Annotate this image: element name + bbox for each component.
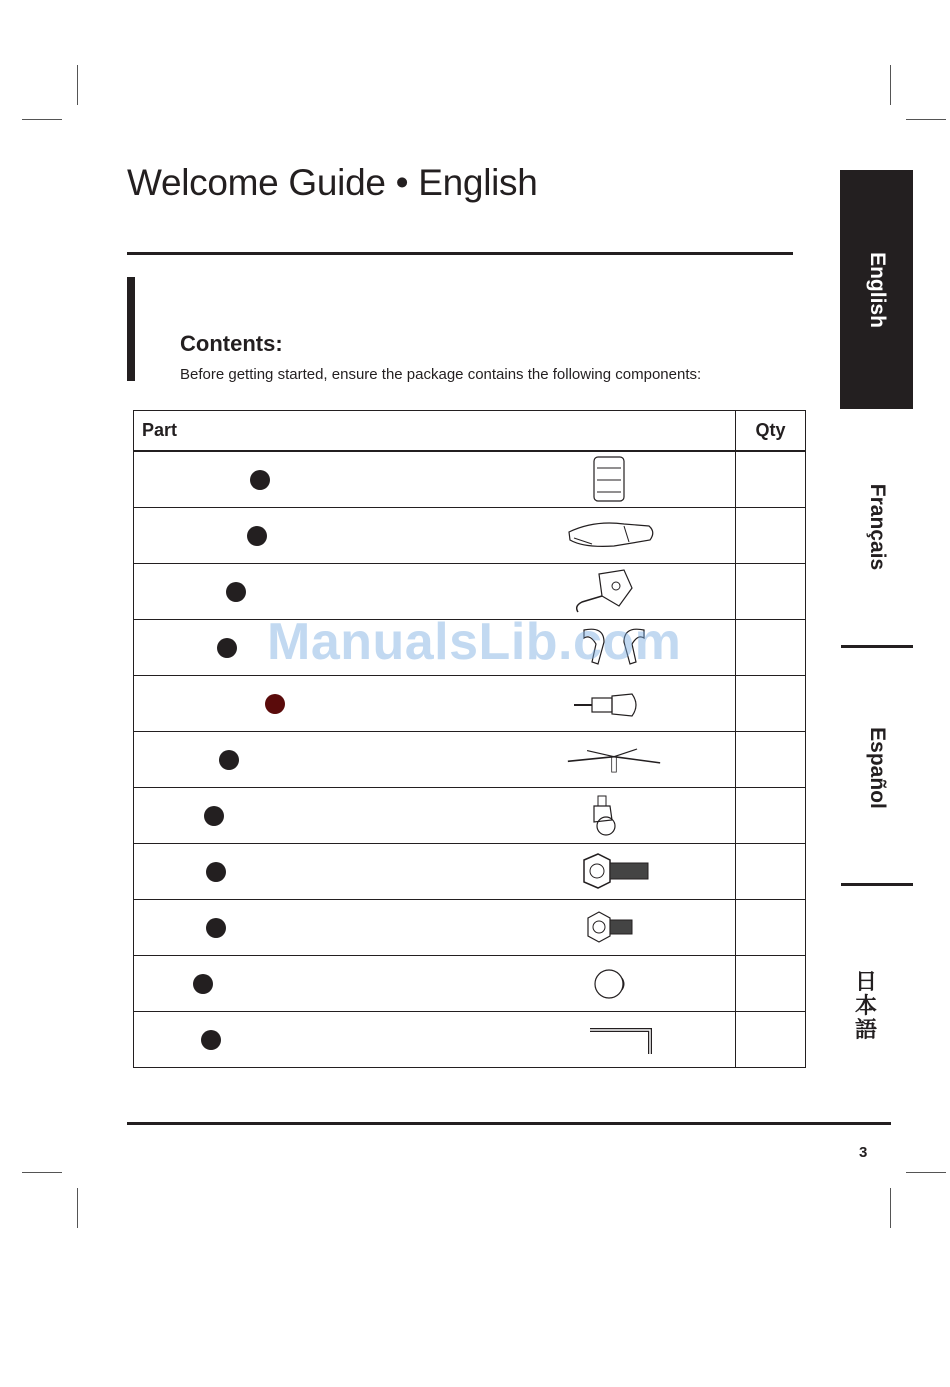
crop-mark (77, 1188, 78, 1228)
qty-cell (736, 676, 806, 732)
star-base-icon (564, 734, 664, 784)
seat-cushion-icon (564, 510, 664, 560)
part-cell (134, 956, 736, 1012)
part-marker (265, 694, 285, 714)
contents-heading: Contents: (180, 331, 283, 356)
long-bolt-icon (564, 846, 664, 896)
crop-mark (77, 65, 78, 105)
column-header-qty: Qty (736, 411, 806, 452)
watermark: ManualsLib.com (267, 613, 682, 671)
part-marker (250, 470, 270, 490)
part-cell (134, 844, 736, 900)
qty-cell (736, 956, 806, 1012)
table-row (134, 1012, 806, 1068)
tab-japanese[interactable]: 日 本 語 (854, 969, 877, 1042)
part-marker (201, 1030, 221, 1050)
crop-mark (906, 119, 946, 120)
part-cell (134, 451, 736, 508)
table-row (134, 676, 806, 732)
part-marker (217, 638, 237, 658)
section-accent-bar (127, 277, 135, 381)
part-marker (226, 582, 246, 602)
part-marker (219, 750, 239, 770)
part-marker (193, 974, 213, 994)
table-row (134, 451, 806, 508)
part-cell (134, 676, 736, 732)
cap-icon (564, 958, 664, 1008)
gas-cylinder-icon (564, 678, 664, 728)
title-divider (127, 252, 793, 255)
table-row (134, 956, 806, 1012)
page-title: Welcome Guide • English (127, 162, 538, 203)
part-marker (247, 526, 267, 546)
caster-wheel-icon (564, 790, 664, 840)
tab-divider (841, 645, 913, 648)
backrest-icon (564, 454, 664, 504)
tab-english-label: English (865, 251, 889, 328)
column-header-part: Part (134, 411, 736, 452)
footer-divider (127, 1122, 891, 1125)
short-bolt-icon (564, 902, 664, 952)
crop-mark (890, 1188, 891, 1228)
table-row (134, 508, 806, 564)
part-cell (134, 900, 736, 956)
allen-key-icon (564, 1014, 664, 1064)
tab-espanol[interactable] (840, 660, 913, 875)
qty-cell (736, 900, 806, 956)
qty-cell (736, 564, 806, 620)
table-row (134, 844, 806, 900)
qty-cell (736, 508, 806, 564)
part-cell (134, 508, 736, 564)
table-row (134, 900, 806, 956)
part-marker (204, 806, 224, 826)
tab-espanol-label: Español (865, 726, 889, 809)
table-header-row (134, 411, 806, 452)
qty-cell (736, 1012, 806, 1068)
part-cell (134, 1012, 736, 1068)
tab-english[interactable] (840, 170, 913, 409)
table-row (134, 732, 806, 788)
tab-francais[interactable] (840, 418, 913, 636)
qty-cell (736, 620, 806, 676)
part-cell (134, 788, 736, 844)
qty-cell (736, 732, 806, 788)
part-marker (206, 918, 226, 938)
crop-mark (22, 1172, 62, 1173)
qty-cell (736, 451, 806, 508)
tilt-mechanism-icon (564, 566, 664, 616)
contents-description: Before getting started, ensure the package contains the following components: (180, 366, 702, 383)
crop-mark (906, 1172, 946, 1173)
crop-mark (890, 65, 891, 105)
tab-francais-label: Français (865, 483, 889, 571)
qty-cell (736, 788, 806, 844)
tab-divider (841, 883, 913, 886)
table-row (134, 788, 806, 844)
crop-mark (22, 119, 62, 120)
page-number: 3 (859, 1144, 868, 1161)
part-cell (134, 732, 736, 788)
part-marker (206, 862, 226, 882)
parts-table (133, 410, 806, 1068)
qty-cell (736, 844, 806, 900)
